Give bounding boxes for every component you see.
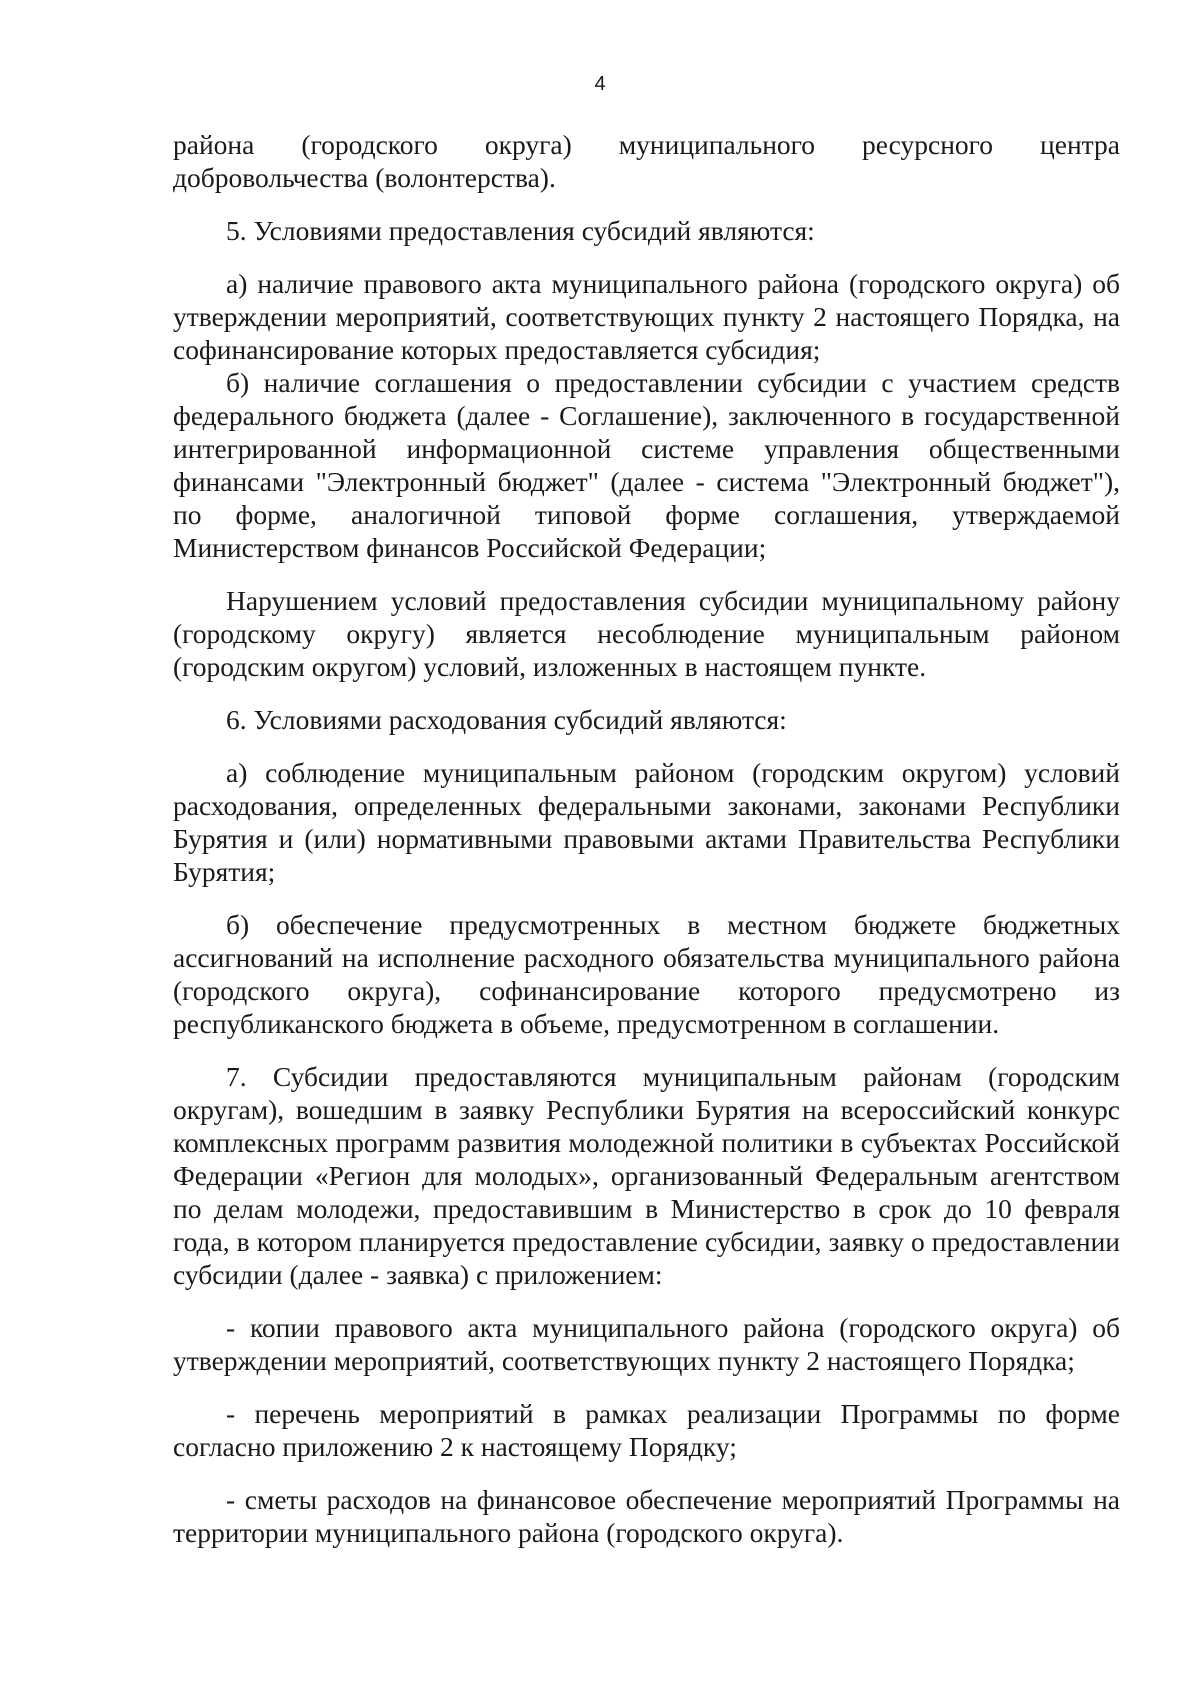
paragraph-continuation: района (городского округа) муниципального ресурсного центра добровольчества (волонтерства). <box>173 129 1120 193</box>
paragraph-clause-5a: а) наличие правового акта муниципального района (городского округа) об утверждении мероприятий, соответствующих пункту 2 настоящего Порядка, на софинансирование которых предоставляется субсидия; <box>173 268 1120 365</box>
list-item-legal-act: - копии правового акта муниципального района (городского округа) об утверждении мероприятий, соответствующих пункту 2 настоящего Порядка; <box>173 1312 1120 1376</box>
list-item-estimates: - сметы расходов на финансовое обеспечение мероприятий Программы на территории муниципального района (городского округа). <box>173 1484 1120 1548</box>
paragraph-violation: Нарушением условий предоставления субсидии муниципальному району (городскому округу) является несоблюдение муниципальным районом (городским округом) условий, изложенных в настоящем пункте. <box>173 585 1120 682</box>
paragraph-clause-5: 5. Условиями предоставления субсидий являются: <box>226 215 815 246</box>
paragraph-clause-6b: б) обеспечение предусмотренных в местном бюджете бюджетных ассигнований на исполнение расходного обязательства муниципального района (городского округа), софинансирование которого предусмотрено из республиканского бюджета в объеме, предусмотренном в соглашении. <box>173 909 1120 1039</box>
page-number: 4 <box>594 73 606 95</box>
paragraph-clause-7: 7. Субсидии предоставляются муниципальным районам (городским округам), вошедшим в заявку Республики Бурятия на всероссийский конкурс комплексных программ развития молодежной политики в субъектах Российской Федерации «Регион для молодых», организованный Федеральным агентством по делам молодежи, предоставившим в Министерство в срок до 10 февраля года, в котором планируется предоставление субсидии, заявку о предоставлении субсидии (далее - заявка) с приложением: <box>173 1061 1120 1290</box>
document-body <box>173 128 1120 1549</box>
paragraph-clause-6a: а) соблюдение муниципальным районом (городским округом) условий расходования, определенных федеральными законами, законами Республики Бурятия и (или) нормативными правовыми актами Правительства Республики Бурятия; <box>173 757 1120 887</box>
list-item-activities: - перечень мероприятий в рамках реализации Программы по форме согласно приложению 2 к настоящему Порядку; <box>173 1398 1120 1462</box>
paragraph-clause-6: 6. Условиями расходования субсидий являются: <box>226 704 787 735</box>
paragraph-clause-5b: б) наличие соглашения о предоставлении субсидии с участием средств федерального бюджета (далее - Соглашение), заключенного в государственной интегрированной информационной системе управления общественными финансами "Электронный бюджет" (далее - система "Электронный бюджет"), по форме, аналогичной типовой форме соглашения, утверждаемой Министерством финансов Российской Федерации; <box>173 367 1120 563</box>
